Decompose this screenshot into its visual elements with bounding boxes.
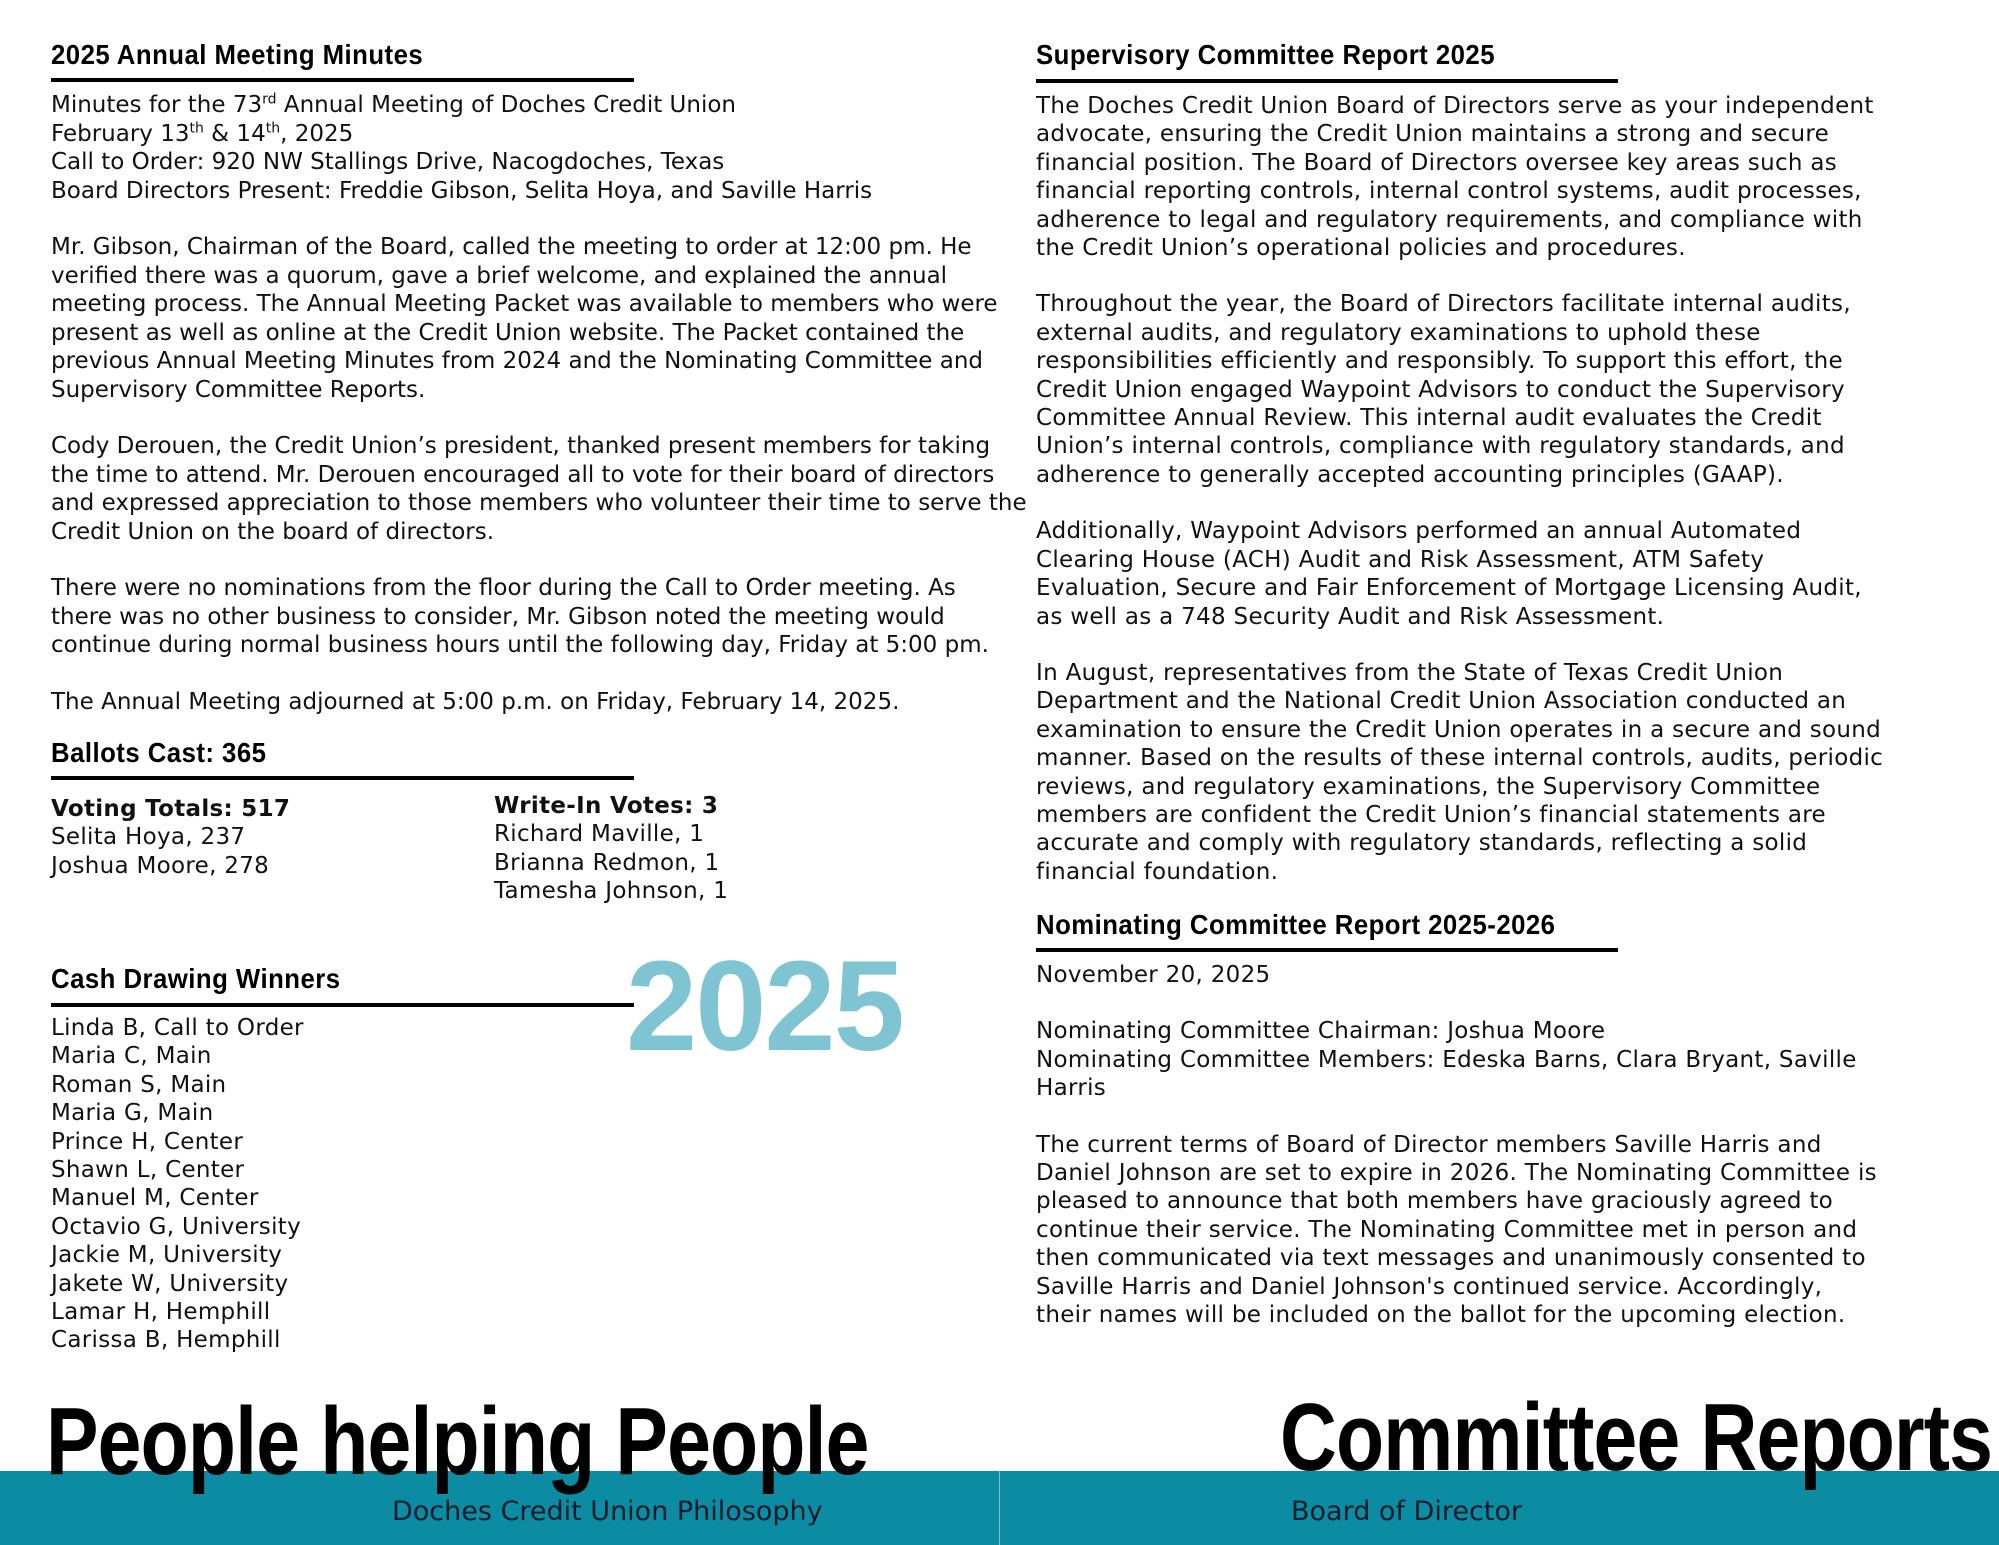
winner-item: Octavio G, University xyxy=(51,1213,302,1240)
winner-item: Jackie M, University xyxy=(51,1242,283,1269)
winner-item: Prince H, Center xyxy=(51,1128,244,1155)
minutes-paragraph-3: There were no nominations from the floor during the Call to Order meeting. As there was no other business to consider, Mr. Gibson noted the meeting would continue during normal business hours until the following day, Friday at 5:00 pm. xyxy=(51,575,989,658)
supervisory-body xyxy=(1036,92,1986,886)
winner-item: Carissa B, Hemphill xyxy=(51,1327,281,1354)
nominating-paragraph: The current terms of Board of Director members Saville Harris and Daniel Johnson are set to expire in 2026. The Nominating Committee is pleased to announce that both members have graciously agreed to continue their service. The Nominating Committee met in person and then communicated via text messages and unanimously consented to Saville Harris and Daniel Johnson's continued service. Accordingly, their names will be included on the ballot for the upcoming election. xyxy=(1036,1131,1877,1329)
nominating-date: November 20, 2025 xyxy=(1036,962,1271,988)
footer-subtitle-left: Doches Credit Union Philosophy xyxy=(392,1496,823,1527)
winner-item: Shawn L, Center xyxy=(51,1157,245,1184)
ballots-heading-rule xyxy=(51,776,634,780)
supervisory-heading: Supervisory Committee Report 2025 xyxy=(1036,39,1495,70)
supervisory-paragraph-1: The Doches Credit Union Board of Directors serve as your independent advocate, ensuring the Credit Union maintains a strong and secure financial position. The Board of Directors oversee key areas such as financial reporting controls, internal control systems, audit processes, adherence to legal and regulatory requirements, and compliance with the Credit Union’s operational policies and procedures. xyxy=(1036,93,1874,262)
write-in-item: Richard Maville, 1 xyxy=(494,821,705,848)
voting-total-item: Selita Hoya, 237 xyxy=(51,824,246,851)
cash-heading-rule xyxy=(51,1003,634,1007)
nominating-heading: Nominating Committee Report 2025-2026 xyxy=(1036,909,1556,940)
minutes-heading-rule xyxy=(51,78,634,82)
minutes-intro xyxy=(51,91,971,205)
ballots-heading: Ballots Cast: 365 xyxy=(51,737,267,768)
minutes-heading: 2025 Annual Meeting Minutes xyxy=(51,39,424,70)
minutes-adjourned: The Annual Meeting adjourned at 5:00 p.m. on Friday, February 14, 2025. xyxy=(51,688,900,715)
winner-item: Lamar H, Hemphill xyxy=(51,1299,271,1326)
minutes-paragraph-2: Cody Derouen, the Credit Union’s president, thanked present members for taking the time to attend. Mr. Derouen encouraged all to vote for their board of directors and expressed appreciation to those members who volunteer their time to serve the Credit Union on the board of directors. xyxy=(51,433,1027,545)
winner-item: Roman S, Main xyxy=(51,1071,227,1098)
nominating-members: Nominating Committee Chairman: Joshua Moore Nominating Committee Members: Edeska Barns, Clara Bryant, Saville Harris xyxy=(1036,1018,1857,1102)
minutes-intro-line4: Board Directors Present: Freddie Gibson, Selita Hoya, and Saville Harris xyxy=(51,177,873,204)
write-in-item: Tamesha Johnson, 1 xyxy=(494,878,729,905)
winner-item: Maria G, Main xyxy=(51,1100,214,1127)
cash-heading: Cash Drawing Winners xyxy=(51,963,341,994)
voting-totals-title: Voting Totals: 517 xyxy=(51,796,291,822)
minutes-body xyxy=(51,91,1027,716)
minutes-paragraph-1: Mr. Gibson, Chairman of the Board, called the meeting to order at 12:00 pm. He verified there was a quorum, gave a brief welcome, and explained the annual meeting process. The Annual Meeting Packet was available to members who were present as well as online at the Credit Union website. The Packet contained the previous Annual Meeting Minutes from 2024 and the Nominating Committee and Supervisory Committee Reports. xyxy=(51,234,998,403)
minutes-intro-line2: February 13th & 14th, 2025 xyxy=(51,119,354,147)
nominating-body xyxy=(1036,961,1986,1329)
supervisory-paragraph-2: Throughout the year, the Board of Directors facilitate internal audits, external audits, and regulatory examinations to uphold these responsibilities efficiently and responsibly. To support this effort, the Credit Union engaged Waypoint Advisors to conduct the Supervisory Committee Annual Review. This internal audit evaluates the Credit Union’s internal controls, compliance with regulatory standards, and adherence to generally accepted accounting principles (GAAP). xyxy=(1036,291,1851,488)
winner-item: Maria C, Main xyxy=(51,1043,212,1070)
footer-title-left: People helping People xyxy=(46,1388,869,1495)
voting-total-item: Joshua Moore, 278 xyxy=(51,852,270,879)
supervisory-paragraph-3: Additionally, Waypoint Advisors performed an annual Automated Clearing House (ACH) Audit and Risk Assessment, ATM Safety Evaluation, Secure and Fair Enforcement of Mortgage Licensing Audit, as well as a 748 Security Audit and Risk Assessment. xyxy=(1036,518,1862,630)
cash-winners-list xyxy=(51,1014,571,1355)
minutes-intro-line1: Minutes for the 73rd Annual Meeting of Doches Credit Union xyxy=(51,91,737,118)
minutes-intro-line3: Call to Order: 920 NW Stallings Drive, Nacogdoches, Texas xyxy=(51,149,725,175)
footer-subtitle-right: Board of Director xyxy=(1291,1496,1523,1527)
voting-totals xyxy=(51,795,471,880)
supervisory-heading-rule xyxy=(1036,79,1618,83)
write-in-votes xyxy=(494,792,914,906)
winner-item: Jakete W, University xyxy=(51,1270,289,1297)
supervisory-paragraph-4: In August, representatives from the State of Texas Credit Union Department and the National Credit Union Association conducted an examination to ensure the Credit Union operates in a secure and sound manner. Based on the results of these internal controls, audits, periodic reviews, and regulatory examinations, the Supervisory Committee members are confident the Credit Union’s financial statements are accurate and comply with regulatory standards, reflecting a solid financial foundation. xyxy=(1036,659,1884,885)
nominating-heading-rule xyxy=(1036,948,1618,952)
footer-divider xyxy=(999,1471,1000,1545)
footer-title-right: Committee Reports xyxy=(1280,1384,1993,1491)
write-in-title: Write-In Votes: 3 xyxy=(494,793,719,819)
winner-item: Linda B, Call to Order xyxy=(51,1015,304,1041)
winner-item: Manuel M, Center xyxy=(51,1185,259,1212)
write-in-item: Brianna Redmon, 1 xyxy=(494,849,720,876)
year-graphic: 2025 xyxy=(626,935,903,1078)
